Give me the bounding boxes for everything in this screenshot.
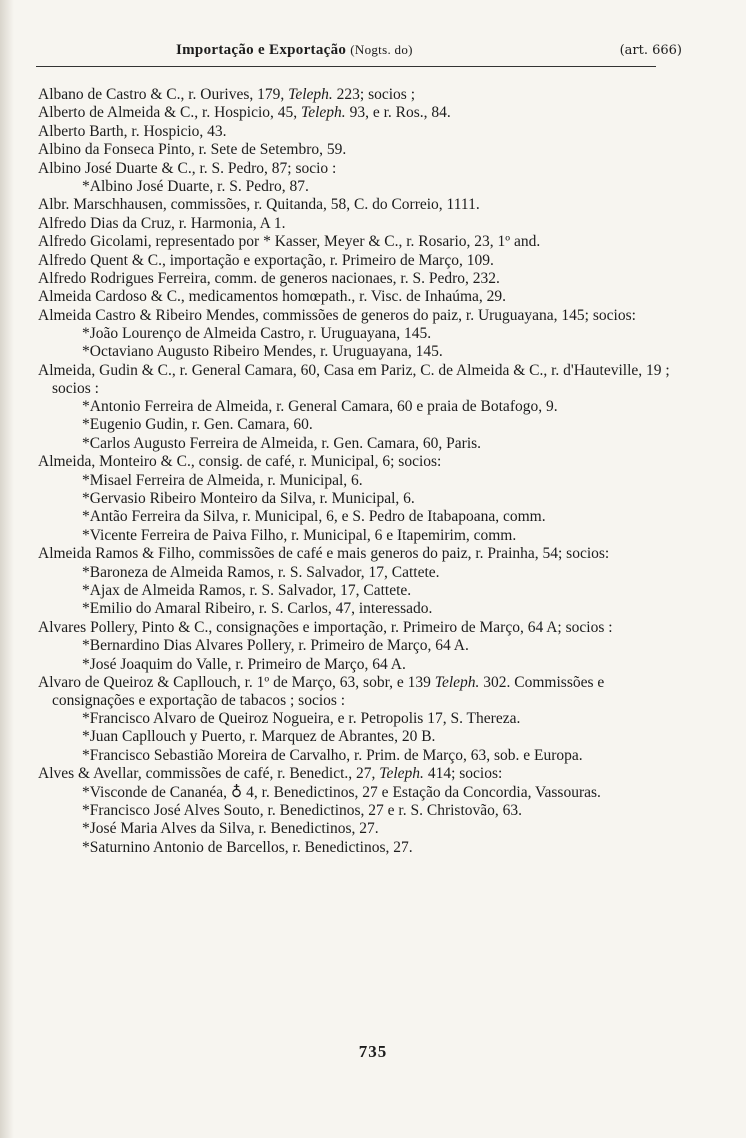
entry-text: *Eugenio Gudin, r. Gen. Camara, 60. bbox=[82, 416, 313, 434]
entry-text: Almeida, Gudin & C., r. General Camara, 60, Casa em Pariz, C. de Almeida & C., r. d'Hauteville, 19 ; socios : bbox=[38, 361, 670, 397]
firm-entry bbox=[38, 362, 680, 398]
entry-text: Almeida, Monteiro & C., consig. de café, r. Municipal, 6; socios: bbox=[38, 453, 442, 471]
partner-entry bbox=[82, 564, 680, 582]
entry-text: *Albino José Duarte, r. S. Pedro, 87. bbox=[82, 177, 309, 195]
entry-text: *Francisco Alvaro de Queiroz Nogueira, e r. Petropolis 17, S. Thereza. bbox=[82, 710, 521, 728]
entry-text: *Francisco Sebastião Moreira de Carvalho, r. Prim. de Março, 63, sob. e Europa. bbox=[82, 746, 583, 764]
entry-text: *Vicente Ferreira de Paiva Filho, r. Municipal, 6 e Itapemirim, comm. bbox=[82, 526, 517, 544]
entry-text: *Misael Ferreira de Almeida, r. Municipal, 6. bbox=[82, 471, 363, 489]
partner-entry bbox=[82, 508, 680, 526]
entry-text: Albino José Duarte & C., r. S. Pedro, 87; socio : bbox=[38, 159, 337, 177]
firm-entry bbox=[38, 545, 680, 563]
partner-entry bbox=[82, 527, 680, 545]
firm-entry bbox=[38, 674, 680, 710]
entry-text: *Bernardino Dias Alvares Pollery, r. Primeiro de Março, 64 A. bbox=[82, 637, 469, 655]
article-number: (art. 666) bbox=[619, 43, 682, 58]
entry-text: Alves & Avellar, commissões de café, r. Benedict., 27, bbox=[38, 765, 380, 783]
entry-text: Alvaro de Queiroz & Capllouch, r. 1º de Março, 63, sobr, e 139 bbox=[38, 673, 435, 691]
partner-entry bbox=[82, 728, 680, 746]
entry-tail: 414; socios: bbox=[423, 765, 503, 783]
entry-text: *Carlos Augusto Ferreira de Almeida, r. Gen. Camara, 60, Paris. bbox=[82, 434, 482, 452]
firm-entry bbox=[38, 104, 680, 122]
entry-teleph: Teleph. bbox=[434, 673, 480, 691]
entry-text: *Antonio Ferreira de Almeida, r. General Camara, 60 e praia de Botafogo, 9. bbox=[82, 398, 558, 416]
entry-text: Alfredo Quent & C., importação e exportação, r. Primeiro de Março, 109. bbox=[38, 251, 494, 269]
entry-teleph: Teleph. bbox=[301, 104, 346, 122]
firm-entry bbox=[38, 270, 680, 288]
firm-entry bbox=[38, 453, 680, 471]
firm-entry bbox=[38, 619, 680, 637]
partner-entry bbox=[82, 416, 680, 434]
firm-entry bbox=[38, 307, 680, 325]
entry-text: Alfredo Rodrigues Ferreira, comm. de generos nacionaes, r. S. Pedro, 232. bbox=[38, 269, 500, 287]
header-subtitle: (Nogts. do) bbox=[350, 42, 413, 57]
entry-text: *Francisco José Alves Souto, r. Benedictinos, 27 e r. S. Christovão, 63. bbox=[82, 802, 523, 820]
partner-entry bbox=[82, 435, 680, 453]
entry-text: Alvares Pollery, Pinto & C., consignações e importação, r. Primeiro de Março, 64 A; socios : bbox=[38, 618, 613, 636]
entry-text: *Visconde de Cananéa, ♁ 4, r. Benedictinos, 27 e Estação da Concordia, Vassouras. bbox=[82, 783, 601, 801]
entry-text: *Juan Capllouch y Puerto, r. Marquez de Abrantes, 20 B. bbox=[82, 728, 436, 746]
entry-text: *José Maria Alves da Silva, r. Benedictinos, 27. bbox=[82, 820, 379, 838]
partner-entry bbox=[82, 472, 680, 490]
partner-entry bbox=[82, 398, 680, 416]
entry-text: *Emilio do Amaral Ribeiro, r. S. Carlos, 47, interessado. bbox=[82, 600, 433, 618]
page-edge-shadow bbox=[0, 0, 14, 1138]
entry-text: Almeida Ramos & Filho, commissões de café e mais generos do paiz, r. Prainha, 54; socios: bbox=[38, 545, 610, 563]
entry-text: *José Joaquim do Valle, r. Primeiro de Março, 64 A. bbox=[82, 655, 406, 673]
entry-text: *Gervasio Ribeiro Monteiro da Silva, r. Municipal, 6. bbox=[82, 490, 415, 507]
entry-text: *Octaviano Augusto Ribeiro Mendes, r. Uruguayana, 145. bbox=[82, 343, 443, 361]
entry-text: Albino da Fonseca Pinto, r. Sete de Setembro, 59. bbox=[38, 141, 347, 159]
partner-entry bbox=[82, 490, 680, 508]
entry-text: Alfredo Gicolami, representado por * Kasser, Meyer & C., r. Rosario, 23, 1º and. bbox=[38, 233, 541, 251]
entry-text: *João Lourenço de Almeida Castro, r. Uruguayana, 145. bbox=[82, 325, 432, 343]
firm-entry bbox=[38, 141, 680, 159]
entry-text: Almeida Castro & Ribeiro Mendes, commissões de generos do paiz, r. Uruguayana, 145; socios: bbox=[38, 306, 636, 324]
firm-entry bbox=[38, 215, 680, 233]
firm-entry bbox=[38, 288, 680, 306]
partner-entry bbox=[82, 582, 680, 600]
page-number: 735 bbox=[358, 1042, 388, 1061]
partner-entry bbox=[82, 747, 680, 765]
entry-text: *Baroneza de Almeida Ramos, r. S. Salvador, 17, Cattete. bbox=[82, 563, 440, 581]
entry-text: Almeida Cardoso & C., medicamentos homœpath., r. Visc. de Inhaúma, 29. bbox=[38, 288, 507, 306]
entry-teleph: Teleph. bbox=[288, 86, 333, 103]
firm-entry bbox=[38, 252, 680, 270]
header-title-text: Importação e Exportação bbox=[176, 42, 347, 58]
partner-entry bbox=[82, 343, 680, 361]
partner-entry bbox=[82, 710, 680, 728]
partner-entry bbox=[82, 839, 680, 857]
entry-tail: 302. Commissões e consignações e exportação de tabacos ; socios : bbox=[52, 673, 605, 709]
firm-entry bbox=[38, 765, 680, 783]
header-rule bbox=[36, 66, 656, 67]
running-header bbox=[40, 40, 710, 64]
entry-text: *Saturnino Antonio de Barcellos, r. Benedictinos, 27. bbox=[82, 838, 413, 856]
entry-text: Albr. Marschhausen, commissões, r. Quitanda, 58, C. do Correio, 1111. bbox=[38, 196, 480, 214]
partner-entry bbox=[82, 820, 680, 838]
entry-teleph: Teleph. bbox=[379, 765, 424, 783]
firm-entry bbox=[38, 86, 680, 104]
entry-text: Alberto Barth, r. Hospicio, 43. bbox=[38, 122, 227, 140]
entry-tail: 223; socios ; bbox=[332, 86, 416, 103]
entry-text: *Ajax de Almeida Ramos, r. S. Salvador, 17, Cattete. bbox=[82, 581, 412, 599]
entry-tail: 93, e r. Ros., 84. bbox=[345, 104, 451, 122]
partner-entry bbox=[82, 325, 680, 343]
entry-text: *Antão Ferreira da Silva, r. Municipal, 6, e S. Pedro de Itabapoana, comm. bbox=[82, 508, 546, 526]
entry-text: Alfredo Dias da Cruz, r. Harmonia, A 1. bbox=[38, 214, 286, 232]
partner-entry bbox=[82, 784, 680, 802]
firm-entry bbox=[38, 160, 680, 178]
entry-text: Alberto de Almeida & C., r. Hospicio, 45, bbox=[38, 104, 302, 122]
partner-entry bbox=[82, 802, 680, 820]
partner-entry bbox=[82, 600, 680, 618]
firm-entry bbox=[38, 196, 680, 214]
partner-entry bbox=[82, 656, 680, 674]
partner-entry bbox=[82, 637, 680, 655]
firm-entry bbox=[38, 123, 680, 141]
header-title bbox=[176, 42, 413, 59]
entry-list bbox=[30, 86, 680, 857]
firm-entry bbox=[38, 233, 680, 251]
entry-text: Albano de Castro & C., r. Ourives, 179, bbox=[38, 86, 289, 103]
partner-entry bbox=[82, 178, 680, 196]
